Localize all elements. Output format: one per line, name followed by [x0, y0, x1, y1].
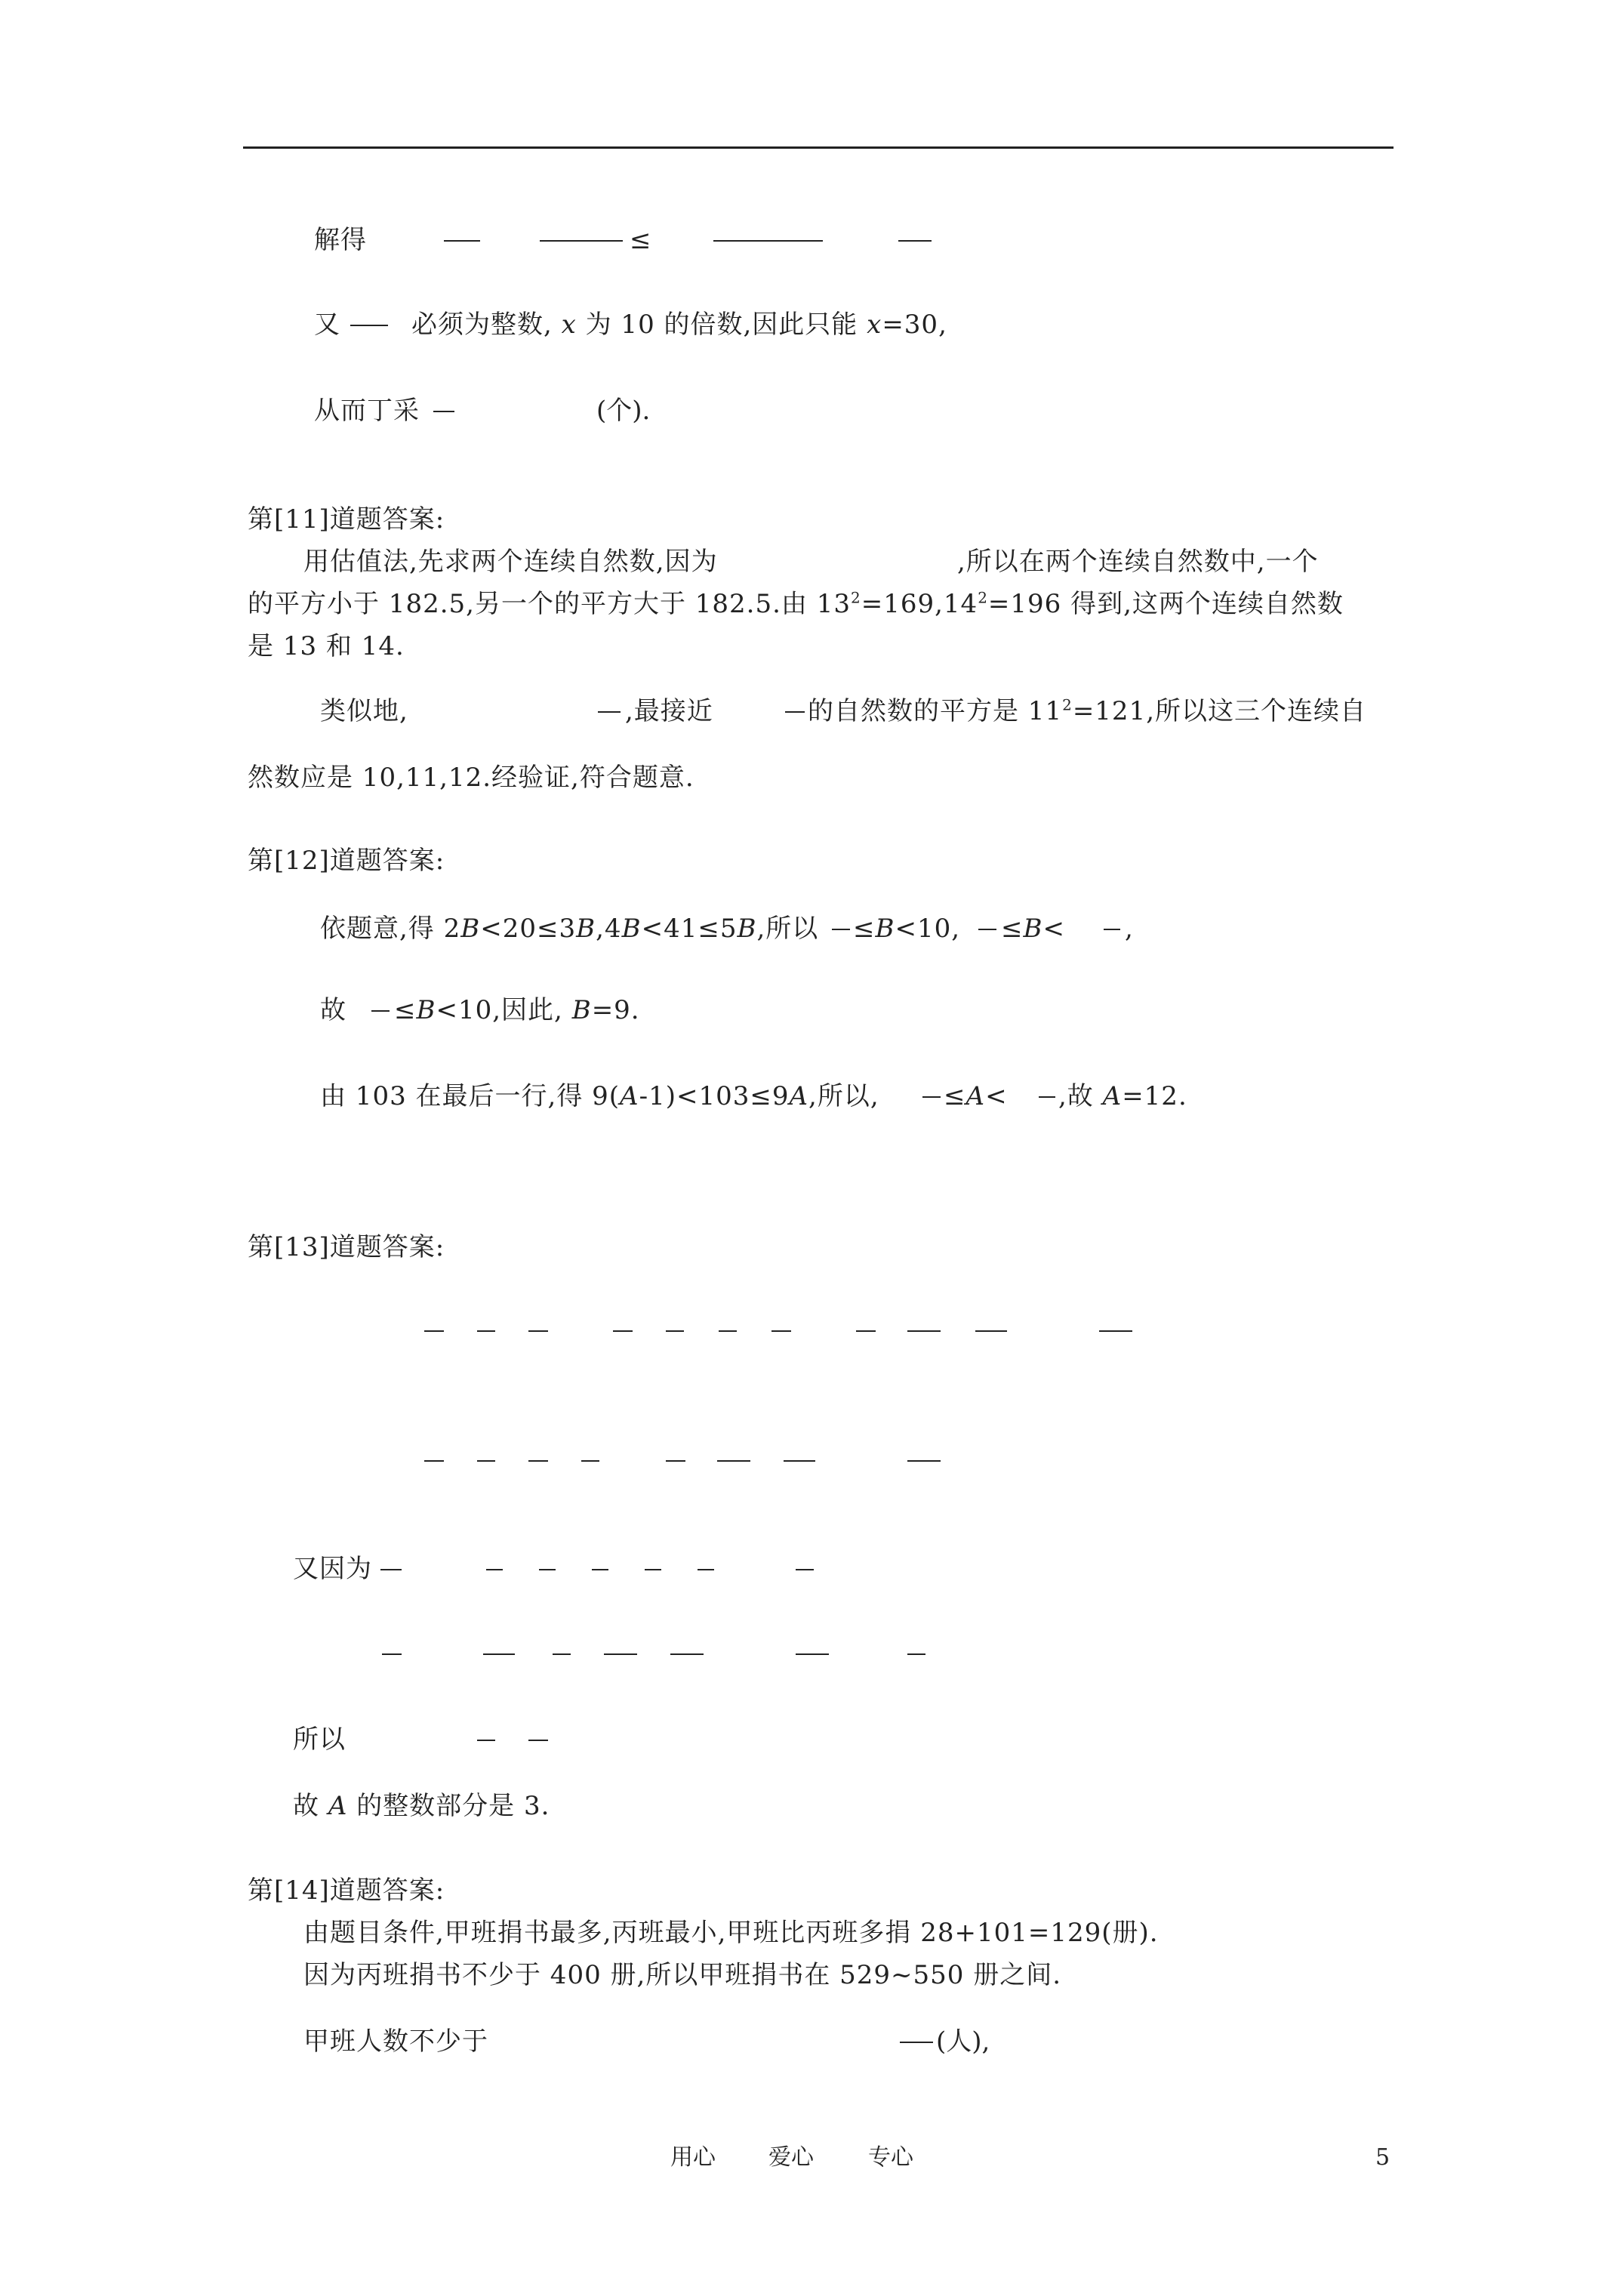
- q12-line-2b: [394, 994, 640, 1027]
- q13-text: 故: [293, 1791, 319, 1821]
- fraction-bar: [784, 1460, 815, 1462]
- variable-b: B: [576, 914, 596, 944]
- q12-text: ,: [1125, 914, 1133, 944]
- q11-text: =169,14: [861, 589, 978, 619]
- fraction-bar: [975, 1330, 1007, 1332]
- fraction-bar: [604, 1653, 637, 1655]
- q12-line-3b: [944, 1080, 1008, 1113]
- q12-line-1c: [1001, 912, 1065, 945]
- fraction-bar: [771, 1330, 791, 1332]
- fraction-bar: [1099, 1330, 1132, 1332]
- fraction-bar: [719, 1330, 737, 1332]
- q12-heading: 第[12]道题答案:: [248, 846, 445, 876]
- q12-text: <10,: [895, 914, 961, 944]
- q11-para-line: ,所以在两个连续自然数中,一个: [957, 547, 1319, 577]
- fraction-bar: [907, 1460, 941, 1462]
- fraction-bar: [483, 1653, 515, 1655]
- q10-unit: (个).: [596, 396, 651, 426]
- q12-text: ,所以,: [808, 1081, 879, 1111]
- q11-text: 的平方小于 182.5,另一个的平方大于 182.5.由 13: [248, 589, 851, 619]
- fraction-bar: [540, 240, 623, 242]
- variable-b: B: [416, 995, 436, 1025]
- q14-para-line: 由题目条件,甲班捐书最多,丙班最小,甲班比丙班多捐 28+101=129(册).: [303, 1918, 1159, 1948]
- fraction-bar: [670, 1653, 704, 1655]
- fraction-bar: [477, 1740, 495, 1741]
- variable-b: B: [1023, 914, 1043, 944]
- superscript: 2: [1062, 695, 1073, 714]
- q11-text: =196 得到,这两个连续自然数: [987, 589, 1344, 619]
- q13-heading: 第[13]道题答案:: [248, 1232, 445, 1262]
- fraction-bar: [856, 1330, 876, 1332]
- q13-line-5: 所以: [293, 1724, 346, 1755]
- footer-item: 专心: [868, 2144, 913, 2171]
- fraction-bar: [477, 1460, 495, 1462]
- fraction-bar: [1039, 1096, 1055, 1098]
- q12-text: ≤: [944, 1081, 966, 1111]
- fraction-bar: [922, 1096, 941, 1098]
- fraction-bar: [380, 1569, 402, 1570]
- q12-line-1b: [853, 912, 960, 945]
- q12-text: =12.: [1122, 1081, 1187, 1111]
- header-rule: [243, 146, 1394, 149]
- q12-text: ,所以: [756, 914, 819, 944]
- fraction-bar: [371, 1010, 390, 1012]
- footer-item: 爱心: [768, 2144, 814, 2171]
- q10-line-3: [314, 394, 420, 427]
- variable-a: A: [789, 1081, 809, 1111]
- fraction-bar: [713, 240, 823, 242]
- variable-a: A: [620, 1081, 639, 1111]
- fraction-bar: [382, 1653, 402, 1655]
- variable-a: A: [328, 1791, 348, 1821]
- q10-leq-sign: ≤: [630, 225, 651, 255]
- fraction-bar: [717, 1460, 750, 1462]
- q13-text: 的整数部分是 3.: [356, 1791, 550, 1821]
- fraction-bar: [785, 711, 805, 713]
- fraction-bar: [528, 1460, 548, 1462]
- q12-text: 由 103 在最后一行,得 9(: [320, 1081, 621, 1111]
- q13-line-6: [293, 1789, 550, 1823]
- fraction-bar: [424, 1330, 444, 1332]
- fraction-bar: [433, 411, 454, 412]
- fraction-bar: [581, 1460, 599, 1462]
- variable-x: x: [867, 310, 882, 340]
- q10-text: 又: [314, 310, 340, 340]
- footer-item: 用心: [670, 2144, 716, 2171]
- fraction-bar: [645, 1569, 661, 1570]
- q10-text: 必须为整数,: [411, 310, 553, 340]
- fraction-bar: [900, 2042, 933, 2043]
- q12-line-3c: [1058, 1080, 1187, 1113]
- fraction-bar: [898, 240, 932, 242]
- q10-line-2b: [411, 308, 947, 341]
- fraction-bar: [553, 1653, 571, 1655]
- q10-solve-label: 解得: [314, 225, 367, 255]
- q14-para-line: 甲班人数不少于: [303, 2026, 488, 2057]
- fraction-bar: [613, 1330, 633, 1332]
- q10-line-1: [314, 223, 367, 257]
- q12-text: ≤: [853, 914, 876, 944]
- q11-text: 的自然数的平方是 11: [808, 696, 1063, 726]
- q11-para-line: 类似地,: [320, 696, 408, 726]
- fraction-bar: [796, 1653, 829, 1655]
- fraction-bar: [907, 1653, 925, 1655]
- variable-b: B: [875, 914, 895, 944]
- variable-a: A: [965, 1081, 986, 1111]
- q11-para-line: [808, 695, 1366, 728]
- q12-text: <20≤3: [480, 914, 577, 944]
- q11-para-line: 是 13 和 14.: [248, 631, 405, 661]
- fraction-bar: [444, 240, 480, 242]
- q10-text: 为 10 的倍数,因此只能: [585, 310, 858, 340]
- q14-unit: (人),: [936, 2026, 990, 2057]
- superscript: 2: [850, 588, 861, 607]
- fraction-bar: [350, 325, 388, 326]
- page-number: 5: [1375, 2144, 1390, 2171]
- q11-text: =121,所以这三个连续自: [1072, 696, 1367, 726]
- q12-line-1: [320, 912, 818, 945]
- q11-para-line: [248, 587, 1344, 621]
- q12-text: ,故: [1058, 1081, 1094, 1111]
- fraction-bar: [978, 929, 996, 930]
- q12-text: ,4: [596, 914, 622, 944]
- variable-a: A: [1102, 1081, 1123, 1111]
- variable-b: B: [460, 914, 481, 944]
- variable-b: B: [737, 914, 757, 944]
- fraction-bar: [1104, 929, 1120, 930]
- q11-para-line: 然数应是 10,11,12.经验证,符合题意.: [248, 763, 694, 793]
- fraction-bar: [598, 711, 621, 713]
- q14-heading: 第[14]道题答案:: [248, 1875, 445, 1906]
- q12-line-3: [320, 1080, 879, 1113]
- q12-text: <: [985, 1081, 1008, 1111]
- fraction-bar: [796, 1569, 814, 1570]
- fraction-bar: [698, 1569, 714, 1570]
- q11-para-line: 用估值法,先求两个连续自然数,因为: [303, 547, 718, 577]
- q12-text: <10,因此,: [436, 995, 563, 1025]
- fraction-bar: [528, 1740, 548, 1741]
- q12-text: ≤: [1001, 914, 1024, 944]
- fraction-bar: [907, 1330, 941, 1332]
- q12-line-2: 故: [320, 995, 346, 1025]
- fraction-bar: [486, 1569, 503, 1570]
- q10-line-2: [314, 308, 340, 341]
- variable-x: x: [561, 310, 577, 340]
- fraction-bar: [528, 1330, 548, 1332]
- q13-line-3: 又因为: [293, 1554, 372, 1584]
- q12-text: <41≤5: [641, 914, 738, 944]
- q12-text: <: [1042, 914, 1065, 944]
- fraction-bar: [666, 1460, 685, 1462]
- superscript: 2: [978, 588, 988, 607]
- q10-text: =30,: [882, 310, 947, 340]
- q12-text: ≤: [394, 995, 417, 1025]
- fraction-bar: [477, 1330, 495, 1332]
- q10-text: 从而丁采: [314, 396, 420, 426]
- q12-text: 依题意,得 2: [320, 914, 461, 944]
- fraction-bar: [592, 1569, 608, 1570]
- q14-para-line: 因为丙班捐书不少于 400 册,所以甲班捐书在 529~550 册之间.: [303, 1960, 1062, 1990]
- fraction-bar: [832, 929, 850, 930]
- q12-text: =9.: [591, 995, 640, 1025]
- q11-heading: 第[11]道题答案:: [248, 504, 445, 535]
- fraction-bar: [539, 1569, 556, 1570]
- fraction-bar: [424, 1460, 444, 1462]
- q11-para-line: ,最接近: [625, 696, 713, 726]
- variable-b: B: [571, 995, 592, 1025]
- fraction-bar: [666, 1330, 684, 1332]
- q12-text: -1)<103≤9: [639, 1081, 790, 1111]
- variable-b: B: [621, 914, 642, 944]
